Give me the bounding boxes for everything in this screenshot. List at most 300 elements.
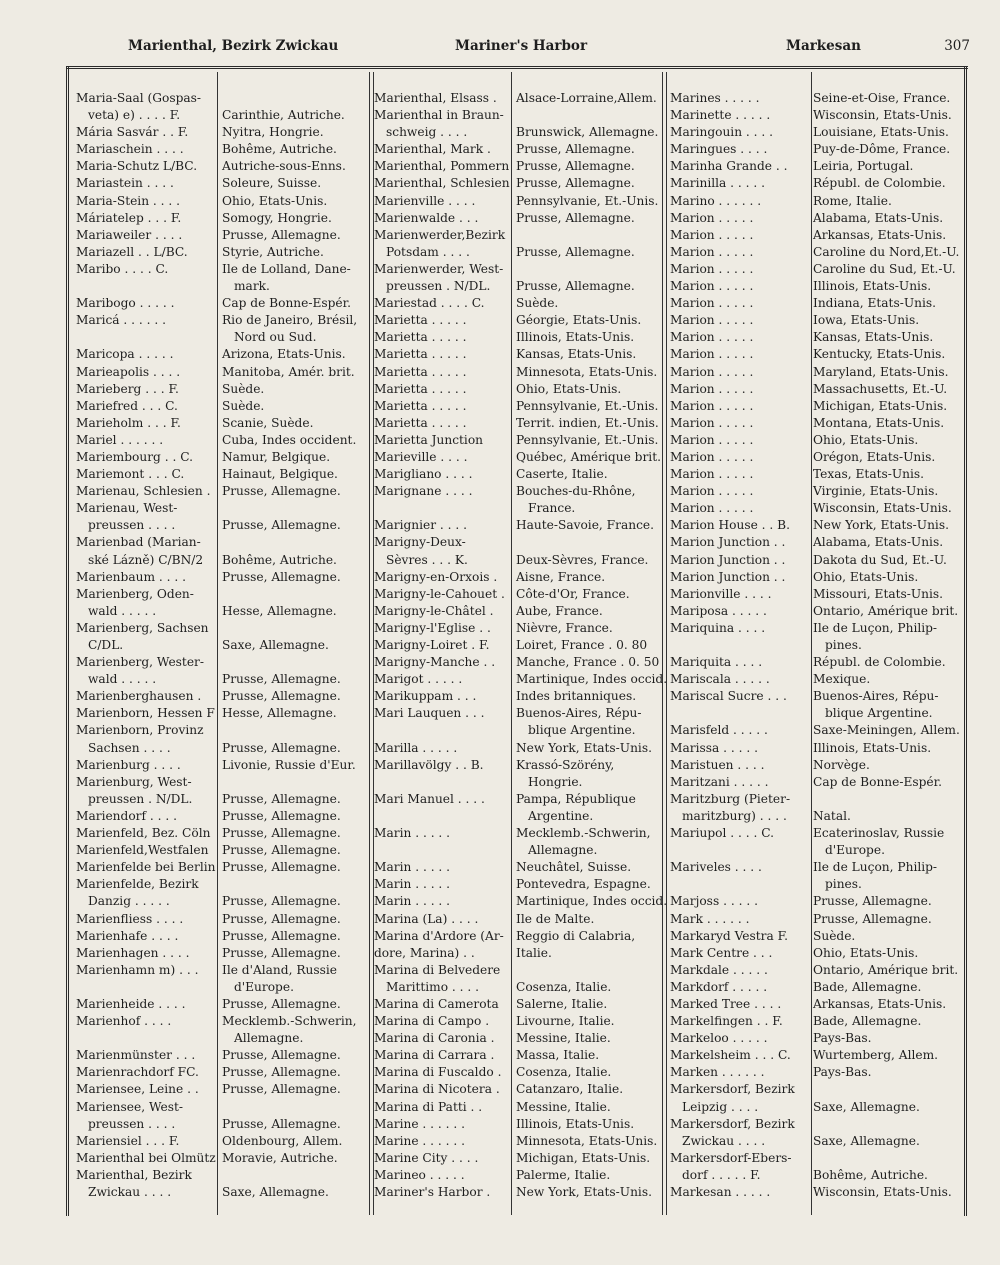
entry-row bbox=[670, 1150, 962, 1167]
place-name: Markelsheim . . . C. bbox=[670, 1048, 791, 1063]
place-name: Mariestad . . . . C. bbox=[374, 296, 485, 311]
place-name: Marion . . . . . bbox=[670, 415, 754, 430]
entry-row bbox=[374, 1184, 660, 1201]
place-location: Manitoba, Amér. brit. bbox=[222, 364, 355, 379]
entry-row bbox=[76, 876, 366, 893]
place-location: Virginie, Etats-Unis. bbox=[813, 484, 939, 499]
place-name: Marienberg, Sachsen bbox=[76, 620, 209, 635]
entry-row bbox=[76, 552, 366, 569]
entry-row bbox=[76, 911, 366, 928]
place-location: Saxe, Allemagne. bbox=[222, 1185, 329, 1199]
place-location: Prusse, Allemagne. bbox=[516, 159, 635, 174]
place-name: Potsdam . . . . bbox=[386, 244, 470, 259]
entry-row bbox=[374, 740, 660, 757]
place-name: Marikuppam . . . bbox=[374, 689, 477, 704]
entry-row bbox=[76, 586, 366, 603]
entry-row bbox=[76, 893, 366, 910]
place-location: Bade, Allemagne. bbox=[813, 1014, 922, 1029]
entry-row bbox=[76, 1081, 366, 1098]
place-name: Marienfeld, Bez. Cöln bbox=[76, 826, 211, 841]
place-name: Marienheide . . . . bbox=[76, 996, 186, 1011]
entry-row bbox=[670, 210, 962, 227]
entry-row bbox=[670, 979, 962, 996]
entry-row bbox=[670, 90, 962, 107]
place-location: mark. bbox=[234, 279, 270, 294]
place-name: Maringues . . . . bbox=[670, 142, 768, 157]
place-name: Marion . . . . . bbox=[670, 501, 754, 516]
place-location: blique Argentine. bbox=[825, 706, 933, 721]
place-name: dore, Marina) . . bbox=[374, 945, 475, 960]
entry-row bbox=[76, 620, 366, 637]
place-name: Zwickau . . . . bbox=[682, 1133, 766, 1148]
place-name: Marion . . . . . bbox=[670, 449, 754, 464]
place-location: New York, Etats-Unis. bbox=[516, 1185, 652, 1199]
place-location: Messine, Italie. bbox=[516, 1031, 611, 1046]
entry-row bbox=[76, 859, 366, 876]
place-name: Marion . . . . . bbox=[670, 279, 754, 294]
place-location: Prusse, Allemagne. bbox=[222, 860, 341, 875]
entry-row bbox=[374, 962, 660, 979]
entry-row bbox=[76, 722, 366, 739]
place-name: Marion Junction . . bbox=[670, 535, 786, 550]
place-name: Marino . . . . . . bbox=[670, 193, 762, 208]
place-location: Prusse, Allemagne. bbox=[516, 142, 635, 157]
place-location: Moravie, Autriche. bbox=[222, 1150, 338, 1165]
place-location: Géorgie, Etats-Unis. bbox=[516, 313, 642, 328]
place-location: Prusse, Allemagne. bbox=[222, 484, 341, 499]
place-name: Marieberg . . . F. bbox=[76, 381, 179, 396]
place-location: Hongrie. bbox=[528, 774, 583, 789]
entry-row bbox=[76, 688, 366, 705]
place-name: Mariaschein . . . . bbox=[76, 142, 184, 157]
place-name: Mariemont . . . C. bbox=[76, 467, 185, 482]
place-location: Territ. indien, Et.-Unis. bbox=[516, 415, 659, 430]
place-name: Marion House . . B. bbox=[670, 518, 791, 533]
place-location: Ontario, Amérique brit. bbox=[813, 603, 959, 618]
place-location: Alsace-Lorraine,Allem. bbox=[516, 91, 657, 105]
place-location: Brunswick, Allemagne. bbox=[516, 125, 659, 140]
place-name: Mari Lauquen . . . bbox=[374, 706, 485, 721]
place-name: Marion . . . . . bbox=[670, 398, 754, 413]
entry-row bbox=[670, 586, 962, 603]
place-name: Marienberg, Wester- bbox=[76, 655, 204, 670]
place-location: Salerne, Italie. bbox=[516, 996, 608, 1011]
place-name: Marina di Patti . . bbox=[374, 1099, 483, 1114]
place-name: Marina di Caronia . bbox=[374, 1031, 495, 1046]
place-location: Haute-Savoie, France. bbox=[516, 518, 654, 533]
place-location: Prusse, Allemagne. bbox=[222, 1048, 341, 1063]
place-name: Maricopa . . . . . bbox=[76, 347, 174, 362]
entry-row bbox=[670, 227, 962, 244]
entry-row bbox=[670, 996, 962, 1013]
place-name: Marion Junction . . bbox=[670, 552, 786, 567]
place-location: Messine, Italie. bbox=[516, 1099, 611, 1114]
gazetteer-column-1 bbox=[76, 90, 366, 1201]
place-location: Ontario, Amérique brit. bbox=[813, 962, 959, 977]
place-name: Maria-Saal (Gospas- bbox=[76, 91, 202, 105]
place-location: Iowa, Etats-Unis. bbox=[813, 313, 920, 328]
place-location: Prusse, Allemagne. bbox=[813, 911, 932, 926]
entry-row bbox=[670, 1047, 962, 1064]
entry-row bbox=[76, 175, 366, 192]
place-name: Markersdorf, Bezirk bbox=[670, 1116, 795, 1131]
entry-row bbox=[374, 398, 660, 415]
entry-row bbox=[76, 346, 366, 363]
place-name: Mariscal Sucre . . . bbox=[670, 689, 787, 704]
place-name: Máriatelep . . . F. bbox=[76, 210, 182, 225]
entry-row bbox=[670, 141, 962, 158]
place-location: Cosenza, Italie. bbox=[516, 1065, 612, 1080]
place-name: Marietta . . . . . bbox=[374, 364, 467, 379]
entry-row bbox=[670, 398, 962, 415]
entry-row bbox=[670, 107, 962, 124]
place-name: Mariensee, West- bbox=[76, 1099, 183, 1114]
entry-row bbox=[76, 979, 366, 996]
place-name: Marion . . . . . bbox=[670, 313, 754, 328]
entry-row bbox=[670, 876, 962, 893]
entry-row bbox=[76, 295, 366, 312]
entry-row bbox=[374, 295, 660, 312]
place-name: Marietta . . . . . bbox=[374, 398, 467, 413]
place-name: Mariendorf . . . . bbox=[76, 808, 177, 823]
place-name: Marigny-en-Orxois . bbox=[374, 569, 498, 584]
place-location: Aube, France. bbox=[516, 603, 603, 618]
place-name: preussen . . . . bbox=[88, 1116, 176, 1131]
entry-row bbox=[374, 893, 668, 910]
place-name: Marienrachdorf FC. bbox=[76, 1065, 199, 1080]
place-name: Markersdorf-Ebers- bbox=[670, 1150, 792, 1165]
place-location: Natal. bbox=[813, 808, 851, 823]
place-location: Républ. de Colombie. bbox=[813, 655, 946, 670]
place-name: Marienthal, Pommern bbox=[374, 159, 510, 174]
entry-row bbox=[76, 466, 366, 483]
place-location: Massa, Italie. bbox=[516, 1048, 600, 1063]
place-name: Mariefred . . . C. bbox=[76, 398, 178, 413]
place-location: Alabama, Etats-Unis. bbox=[813, 535, 944, 550]
entry-row bbox=[374, 1030, 660, 1047]
place-name: Marion . . . . . bbox=[670, 381, 754, 396]
entry-row bbox=[670, 791, 962, 808]
entry-row bbox=[374, 859, 660, 876]
entry-row bbox=[670, 158, 962, 175]
place-name: Maria-Schutz L/BC. bbox=[76, 159, 198, 174]
place-name: Maritzani . . . . . bbox=[670, 774, 769, 789]
entry-row bbox=[76, 415, 366, 432]
place-name: Markaryd Vestra F. bbox=[670, 928, 789, 943]
place-location: Prusse, Allemagne. bbox=[222, 569, 341, 584]
place-location: Pennsylvanie, Et.-Unis. bbox=[516, 432, 659, 447]
place-name: Marienthal bei Olmütz bbox=[76, 1150, 216, 1165]
place-location: Deux-Sèvres, France. bbox=[516, 552, 649, 567]
place-name: Mariscala . . . . . bbox=[670, 672, 770, 687]
entry-row bbox=[76, 671, 366, 688]
place-location: Michigan, Etats-Unis. bbox=[813, 398, 948, 413]
entry-row bbox=[374, 466, 660, 483]
place-name: Markesan . . . . . bbox=[670, 1185, 771, 1199]
entry-row bbox=[670, 893, 962, 910]
place-location: France. bbox=[528, 501, 576, 516]
entry-row bbox=[670, 261, 962, 278]
entry-row bbox=[374, 1013, 660, 1030]
gazetteer-column-3 bbox=[670, 90, 962, 1201]
entry-row bbox=[374, 1064, 660, 1081]
place-name: Marigot . . . . . bbox=[374, 672, 463, 687]
place-location: Suède. bbox=[516, 296, 559, 311]
place-location: Saxe, Allemagne. bbox=[813, 1099, 920, 1114]
place-name: Mariquita . . . . bbox=[670, 655, 763, 670]
place-name: wald . . . . . bbox=[88, 603, 157, 618]
place-name: Marjoss . . . . . bbox=[670, 894, 758, 909]
place-name: Mariposa . . . . . bbox=[670, 603, 767, 618]
place-name: Marienbaum . . . . bbox=[76, 569, 186, 584]
place-location: Wisconsin, Etats-Unis. bbox=[813, 501, 952, 516]
entry-row bbox=[76, 278, 366, 295]
place-location: Massachusetts, Et.-U. bbox=[813, 381, 948, 396]
entry-row bbox=[76, 945, 366, 962]
entry-row bbox=[76, 1099, 366, 1116]
place-location: Montana, Etats-Unis. bbox=[813, 415, 945, 430]
place-location: Ile de Lolland, Dane- bbox=[222, 261, 351, 276]
place-name: Marignier . . . . bbox=[374, 518, 468, 533]
place-location: Prusse, Allemagne. bbox=[222, 894, 341, 909]
entry-row bbox=[670, 552, 962, 569]
place-name: Marienthal, Schlesien bbox=[374, 176, 510, 191]
entry-row bbox=[374, 979, 660, 996]
place-location: Ohio, Etats-Unis. bbox=[516, 381, 622, 396]
entry-row bbox=[670, 517, 962, 534]
place-name: Marieville . . . . bbox=[374, 449, 468, 464]
place-name: Marienwalde . . . bbox=[374, 210, 479, 225]
place-name: Marion . . . . . bbox=[670, 227, 754, 242]
place-location: Saxe, Allemagne. bbox=[813, 1133, 920, 1148]
place-name: Marked Tree . . . . bbox=[670, 996, 782, 1011]
place-location: Wisconsin, Etats-Unis. bbox=[813, 1185, 952, 1199]
place-name: Markdale . . . . . bbox=[670, 962, 768, 977]
place-location: Prusse, Allemagne. bbox=[222, 740, 341, 755]
place-location: Norvège. bbox=[813, 757, 870, 772]
place-location: Seine-et-Oise, France. bbox=[813, 91, 951, 105]
place-name: Marion Junction . . bbox=[670, 569, 786, 584]
entry-row bbox=[374, 244, 660, 261]
entry-row bbox=[76, 705, 366, 722]
place-name: Marken . . . . . . bbox=[670, 1065, 765, 1080]
place-name: Marion . . . . . bbox=[670, 210, 754, 225]
place-location: Arizona, Etats-Unis. bbox=[222, 347, 346, 362]
place-location: Allemagne. bbox=[234, 1031, 304, 1046]
entry-row bbox=[76, 107, 366, 124]
place-location: Nyitra, Hongrie. bbox=[222, 125, 324, 140]
place-location: Kansas, Etats-Unis. bbox=[813, 330, 934, 345]
place-name: Marienau, West- bbox=[76, 501, 178, 516]
place-location: Prusse, Allemagne. bbox=[222, 996, 341, 1011]
place-name: Sèvres . . . K. bbox=[386, 552, 468, 567]
place-name: Marine . . . . . . bbox=[374, 1133, 466, 1148]
entry-row bbox=[670, 381, 962, 398]
entry-row bbox=[374, 791, 660, 808]
place-name: Marion . . . . . bbox=[670, 467, 754, 482]
table-frame-right bbox=[964, 66, 970, 1216]
entry-row bbox=[76, 534, 366, 551]
place-location: Michigan, Etats-Unis. bbox=[516, 1150, 651, 1165]
entry-row bbox=[76, 517, 366, 534]
place-name: Marina di Belvedere bbox=[374, 962, 501, 977]
place-name: Marienhagen . . . . bbox=[76, 945, 190, 960]
place-location: Wisconsin, Etats-Unis. bbox=[813, 108, 952, 123]
place-name: Marienfelde, Bezirk bbox=[76, 877, 199, 892]
entry-row bbox=[374, 808, 660, 825]
place-location: Prusse, Allemagne. bbox=[222, 911, 341, 926]
entry-row bbox=[374, 158, 660, 175]
place-name: ské Lázně) C/BN/2 bbox=[88, 552, 204, 567]
entry-row bbox=[374, 928, 660, 945]
place-location: Prusse, Allemagne. bbox=[222, 928, 341, 943]
header-right: Markesan bbox=[786, 38, 861, 54]
place-location: Argentine. bbox=[528, 808, 594, 823]
place-location: Cosenza, Italie. bbox=[516, 979, 612, 994]
entry-row bbox=[374, 346, 660, 363]
entry-row bbox=[374, 1116, 660, 1133]
header-center: Mariner's Harbor bbox=[455, 38, 588, 54]
entry-row bbox=[374, 688, 660, 705]
place-name: Leipzig . . . . bbox=[682, 1099, 759, 1114]
entry-row bbox=[670, 842, 962, 859]
entry-row bbox=[76, 193, 366, 210]
entry-row bbox=[374, 1081, 660, 1098]
place-location: Neuchâtel, Suisse. bbox=[516, 860, 632, 875]
place-name: Marigny-Manche . . bbox=[374, 655, 496, 670]
place-location: Pays-Bas. bbox=[813, 1065, 872, 1080]
entry-row bbox=[76, 1133, 366, 1150]
table-frame-left bbox=[66, 66, 72, 1216]
entry-row bbox=[670, 466, 962, 483]
place-name: Marinha Grande . . bbox=[670, 159, 788, 174]
entry-row bbox=[670, 364, 962, 381]
place-name: Marieholm . . . F. bbox=[76, 415, 181, 430]
entry-row bbox=[374, 620, 660, 637]
place-location: blique Argentine. bbox=[528, 723, 636, 738]
place-name: Sachsen . . . . bbox=[88, 740, 171, 755]
place-location: Bohême, Autriche. bbox=[222, 552, 337, 567]
place-location: Prusse, Allemagne. bbox=[222, 808, 341, 823]
place-name: Marietta . . . . . bbox=[374, 330, 467, 345]
entry-row bbox=[76, 569, 366, 586]
page-number: 307 bbox=[944, 38, 970, 54]
entry-row bbox=[76, 774, 366, 791]
entry-row bbox=[76, 1150, 366, 1167]
entry-row bbox=[76, 808, 366, 825]
place-name: Marienwerder, West- bbox=[374, 261, 504, 276]
entry-row bbox=[76, 637, 366, 654]
place-name: Marinette . . . . . bbox=[670, 108, 771, 123]
place-name: Zwickau . . . . bbox=[88, 1185, 172, 1199]
entry-row bbox=[374, 1167, 660, 1184]
place-location: Reggio di Calabria, bbox=[516, 928, 636, 943]
entry-row bbox=[76, 398, 366, 415]
place-location: Wurtemberg, Allem. bbox=[813, 1048, 939, 1063]
place-location: Kentucky, Etats-Unis. bbox=[813, 347, 946, 362]
entry-row bbox=[670, 312, 962, 329]
place-location: Ohio, Etats-Unis. bbox=[813, 432, 919, 447]
place-name: Mária Sasvár . . F. bbox=[76, 125, 189, 140]
entry-row bbox=[76, 381, 366, 398]
entry-row bbox=[670, 329, 962, 346]
entry-row bbox=[670, 1116, 962, 1133]
entry-row bbox=[670, 945, 962, 962]
place-name: Mariupol . . . . C. bbox=[670, 826, 774, 841]
place-name: Marisfeld . . . . . bbox=[670, 723, 768, 738]
entry-row bbox=[76, 483, 366, 500]
running-header bbox=[72, 38, 970, 60]
place-location: Prusse, Allemagne. bbox=[222, 791, 341, 806]
place-name: Marienmünster . . . bbox=[76, 1048, 196, 1063]
entry-row bbox=[374, 1150, 660, 1167]
place-name: Marion . . . . . bbox=[670, 484, 754, 499]
place-name: Marina (La) . . . . bbox=[374, 911, 479, 926]
entry-row bbox=[76, 842, 366, 859]
place-name: Marienthal, Elsass . bbox=[374, 91, 497, 105]
place-location: Orégon, Etats-Unis. bbox=[813, 449, 936, 464]
entry-row bbox=[670, 432, 962, 449]
entry-row bbox=[76, 928, 366, 945]
place-name: Danzig . . . . . bbox=[88, 894, 170, 909]
entry-row bbox=[76, 261, 366, 278]
place-location: Arkansas, Etats-Unis. bbox=[813, 996, 947, 1011]
place-location: Hesse, Allemagne. bbox=[222, 706, 337, 721]
entry-row bbox=[76, 432, 366, 449]
entry-row bbox=[76, 124, 366, 141]
place-name: Marienthal, Mark . bbox=[374, 142, 491, 157]
entry-row bbox=[670, 295, 962, 312]
entry-row bbox=[76, 500, 366, 517]
place-location: Ile de Luçon, Philip- bbox=[813, 620, 938, 635]
place-name: Marienberg, Oden- bbox=[76, 586, 194, 601]
place-location: Loiret, France . 0. 80 bbox=[516, 638, 648, 652]
place-name: Marienberghausen . bbox=[76, 689, 202, 704]
entry-row bbox=[374, 500, 660, 517]
entry-row bbox=[76, 329, 366, 346]
place-location: Autriche-sous-Enns. bbox=[222, 159, 346, 174]
place-location: Ecaterinoslav, Russie bbox=[813, 826, 945, 841]
place-name: Marigny-l'Eglise . . bbox=[374, 620, 491, 635]
place-location: New York, Etats-Unis. bbox=[516, 740, 652, 755]
entry-row bbox=[670, 825, 962, 842]
place-name: dorf . . . . . F. bbox=[682, 1167, 761, 1182]
place-location: Ile de Malte. bbox=[516, 911, 595, 926]
entry-row bbox=[374, 774, 660, 791]
entry-row bbox=[670, 244, 962, 261]
place-name: Mariastein . . . . bbox=[76, 176, 174, 191]
place-name: Mark Centre . . . bbox=[670, 945, 773, 960]
place-name: wald . . . . . bbox=[88, 672, 157, 687]
place-location: Illinois, Etats-Unis. bbox=[516, 330, 635, 345]
place-name: Marionville . . . . bbox=[670, 586, 772, 601]
entry-row bbox=[670, 688, 962, 705]
place-name: Marigny-le-Châtel . bbox=[374, 603, 494, 618]
entry-row bbox=[670, 124, 962, 141]
place-location: Namur, Belgique. bbox=[222, 449, 331, 464]
place-name: Marietta . . . . . bbox=[374, 415, 467, 430]
entry-row bbox=[76, 1030, 366, 1047]
place-location: Texas, Etats-Unis. bbox=[813, 467, 925, 482]
column-double-rule bbox=[662, 72, 667, 1215]
place-name: preussen . N/DL. bbox=[386, 279, 491, 294]
entry-row bbox=[76, 227, 366, 244]
entry-row bbox=[670, 740, 962, 757]
place-name: Marienthal in Braun- bbox=[374, 108, 504, 123]
place-location: Allemagne. bbox=[528, 843, 598, 858]
entry-row bbox=[670, 175, 962, 192]
entry-row bbox=[76, 364, 366, 381]
